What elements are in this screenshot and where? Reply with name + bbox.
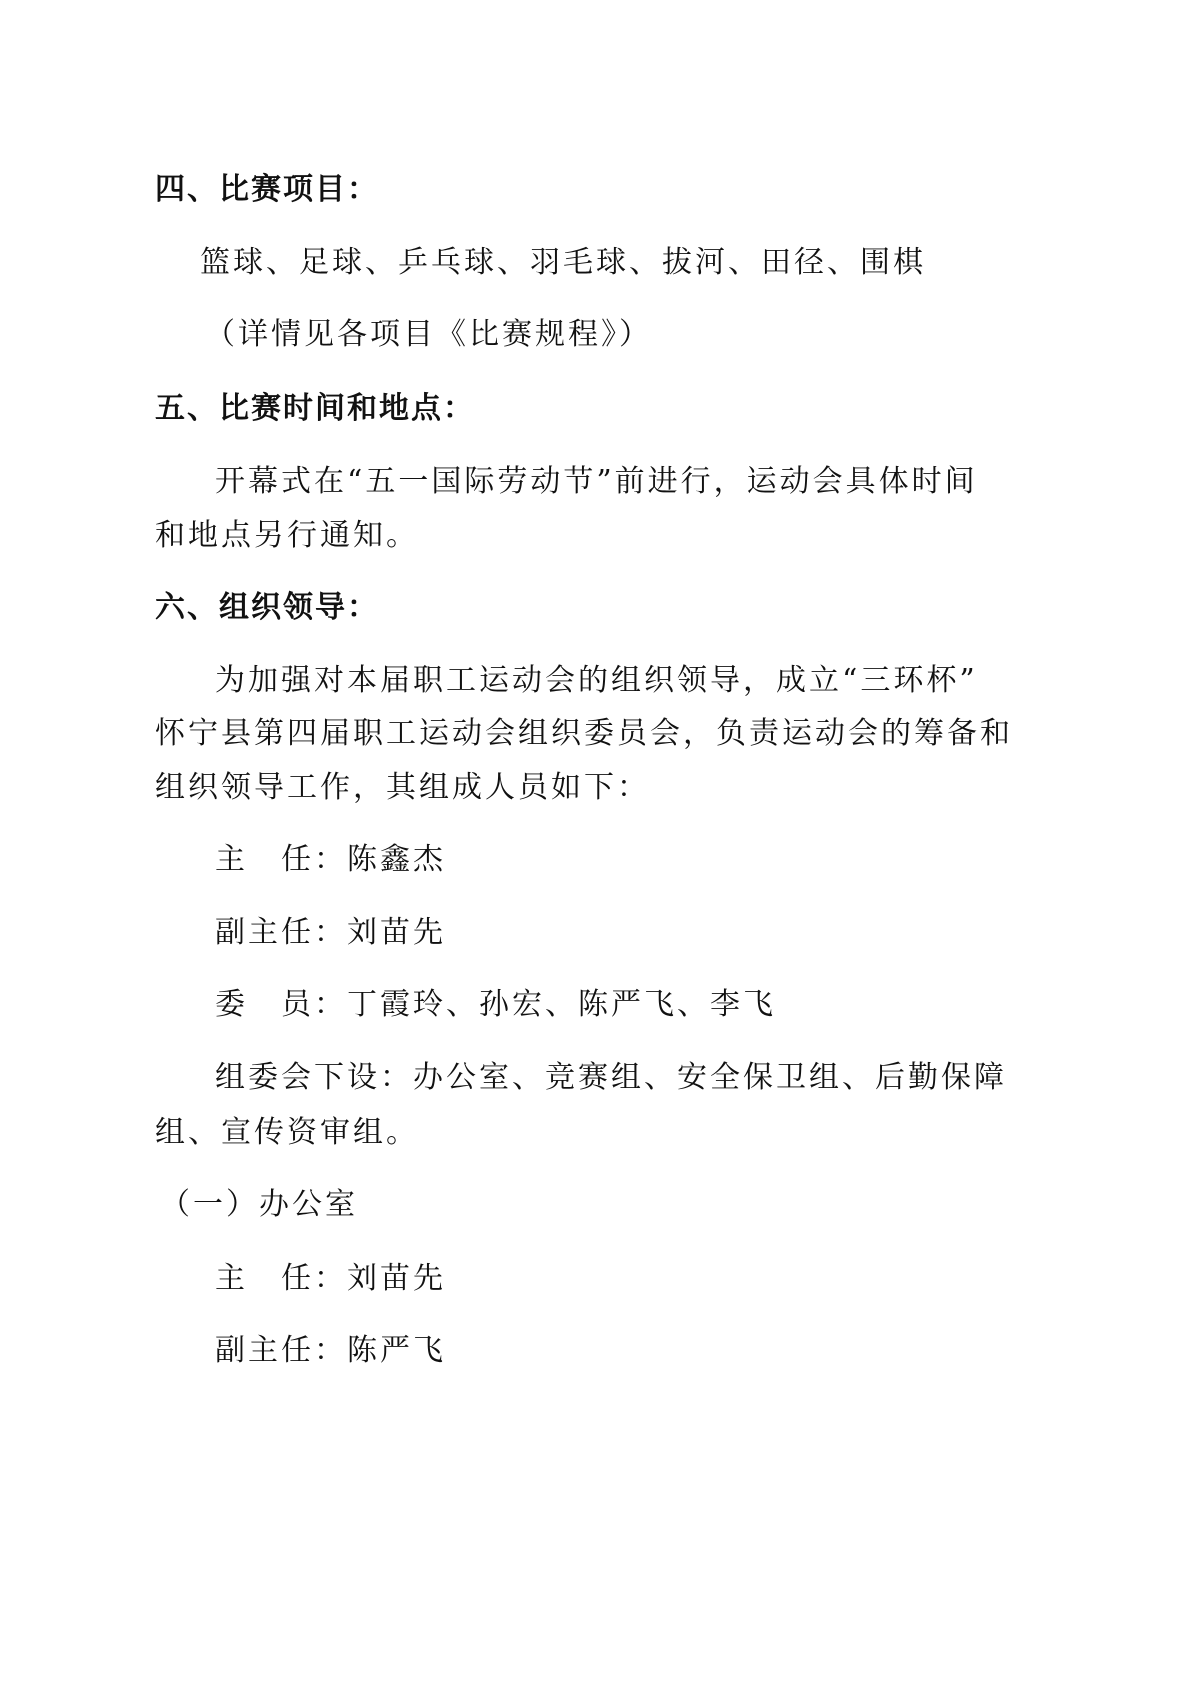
- section-5-paragraph-line-2: 和地点另行通知。: [155, 518, 419, 553]
- section-6-paragraph-line-2: 怀宁县第四届职工运动会组织委员会，负责运动会的筹备和: [155, 716, 1013, 751]
- committee-subgroups-line-1: 组委会下设：办公室、竞赛组、安全保卫组、后勤保障: [215, 1060, 1007, 1095]
- office-director: 主 任：刘苗先: [215, 1261, 446, 1296]
- section-6-paragraph-line-3: 组织领导工作，其组成人员如下：: [155, 770, 650, 805]
- section-5-heading: 五、比赛时间和地点：: [155, 391, 475, 426]
- committee-subgroups-line-2: 组、宣传资审组。: [155, 1115, 419, 1150]
- section-4-heading: 四、比赛项目：: [155, 172, 379, 207]
- committee-director: 主 任：陈鑫杰: [215, 842, 446, 877]
- office-heading: （一）办公室: [160, 1187, 358, 1222]
- section-6-paragraph-line-1: 为加强对本届职工运动会的组织领导，成立“三环杯”: [215, 663, 978, 698]
- committee-members: 委 员：丁霞玲、孙宏、陈严飞、李飞: [215, 987, 776, 1022]
- committee-deputy-director: 副主任：刘苗先: [215, 915, 446, 950]
- section-6-heading: 六、组织领导：: [155, 590, 379, 625]
- sports-list: 篮球、足球、乒乓球、羽毛球、拔河、田径、围棋: [200, 245, 926, 280]
- section-5-paragraph-line-1: 开幕式在“五一国际劳动节”前进行，运动会具体时间: [215, 464, 978, 499]
- rules-note: （详情见各项目《比赛规程》）: [205, 317, 652, 352]
- office-deputy-director: 副主任：陈严飞: [215, 1333, 446, 1368]
